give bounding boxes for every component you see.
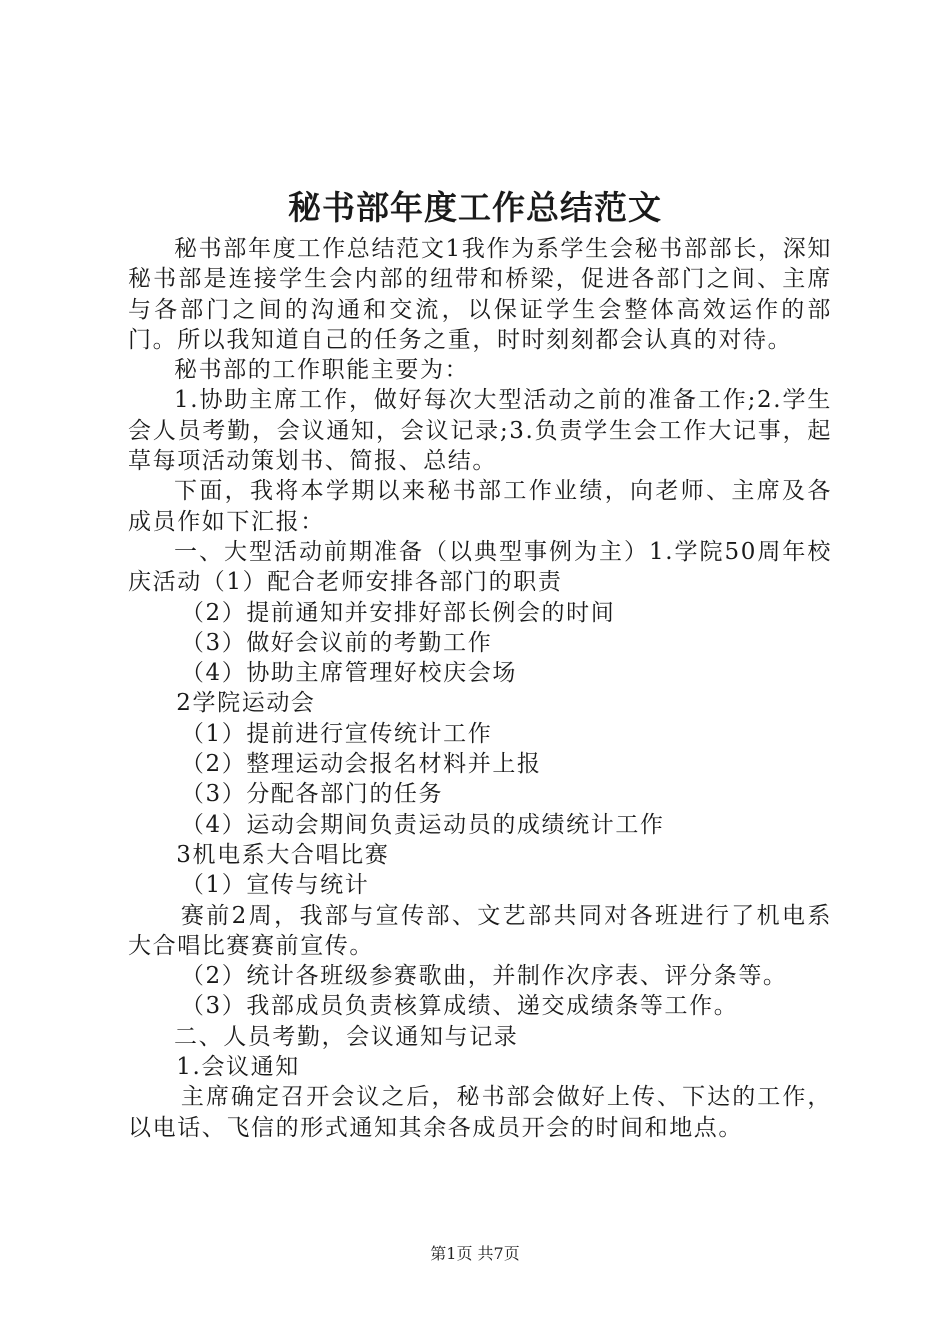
body-paragraph: 下面，我将本学期以来秘书部工作业绩，向老师、主席及各成员作如下汇报： — [128, 478, 832, 535]
body-paragraph: （4）运动会期间负责运动员的成绩统计工作 — [180, 811, 665, 838]
body-paragraph: （4）协助主席管理好校庆会场 — [180, 660, 517, 687]
body-paragraph: 1.协助主席工作，做好每次大型活动之前的准备工作;2.学生会人员考勤，会议通知，会议记录;3.负责学生会工作大记事，起草每项活动策划书、简报、总结。 — [128, 387, 832, 475]
body-paragraph: 秘书部年度工作总结范文1我作为系学生会秘书部部长，深知秘书部是连接学生会内部的纽带和桥梁，促进各部门之间、主席与各部门之间的沟通和交流，以保证学生会整体高效运作的部门。所以我知道自己的任务之重，时时刻刻都会认真的对待。 — [128, 236, 832, 353]
body-paragraph: 二、人员考勤，会议通知与记录 — [174, 1023, 519, 1050]
body-paragraph: 主席确定召开会议之后，秘书部会做好上传、下达的工作，以电话、飞信的形式通知其余各成员开会的时间和地点。 — [128, 1084, 832, 1141]
body-paragraph: （1）宣传与统计 — [180, 872, 370, 899]
page-number-footer: 第1页 共7页 — [430, 1244, 520, 1263]
document-body — [128, 234, 832, 1143]
body-paragraph: （2）提前通知并安排好部长例会的时间 — [180, 599, 616, 626]
body-paragraph: （2）统计各班级参赛歌曲，并制作次序表、评分条等。 — [180, 963, 788, 990]
body-paragraph: （3）做好会议前的考勤工作 — [180, 629, 493, 656]
body-paragraph: （3）我部成员负责核算成绩、递交成绩条等工作。 — [180, 993, 739, 1020]
body-paragraph: （1）提前进行宣传统计工作 — [180, 720, 493, 747]
body-paragraph: 赛前2周，我部与宣传部、文艺部共同对各班进行了机电系大合唱比赛赛前宣传。 — [128, 902, 832, 959]
body-paragraph: （3）分配各部门的任务 — [180, 781, 444, 808]
body-paragraph: 1.会议通知 — [176, 1054, 300, 1081]
body-paragraph: 一、大型活动前期准备（以典型事例为主）1.学院50周年校庆活动（1）配合老师安排各部门的职责 — [128, 538, 832, 596]
body-paragraph: 2学院运动会 — [176, 690, 316, 717]
body-paragraph: 3机电系大合唱比赛 — [176, 841, 390, 868]
body-paragraph: （2）整理运动会报名材料并上报 — [180, 751, 542, 778]
body-paragraph: 秘书部的工作职能主要为： — [174, 357, 470, 384]
document-title: 秘书部年度工作总结范文 — [288, 188, 662, 227]
